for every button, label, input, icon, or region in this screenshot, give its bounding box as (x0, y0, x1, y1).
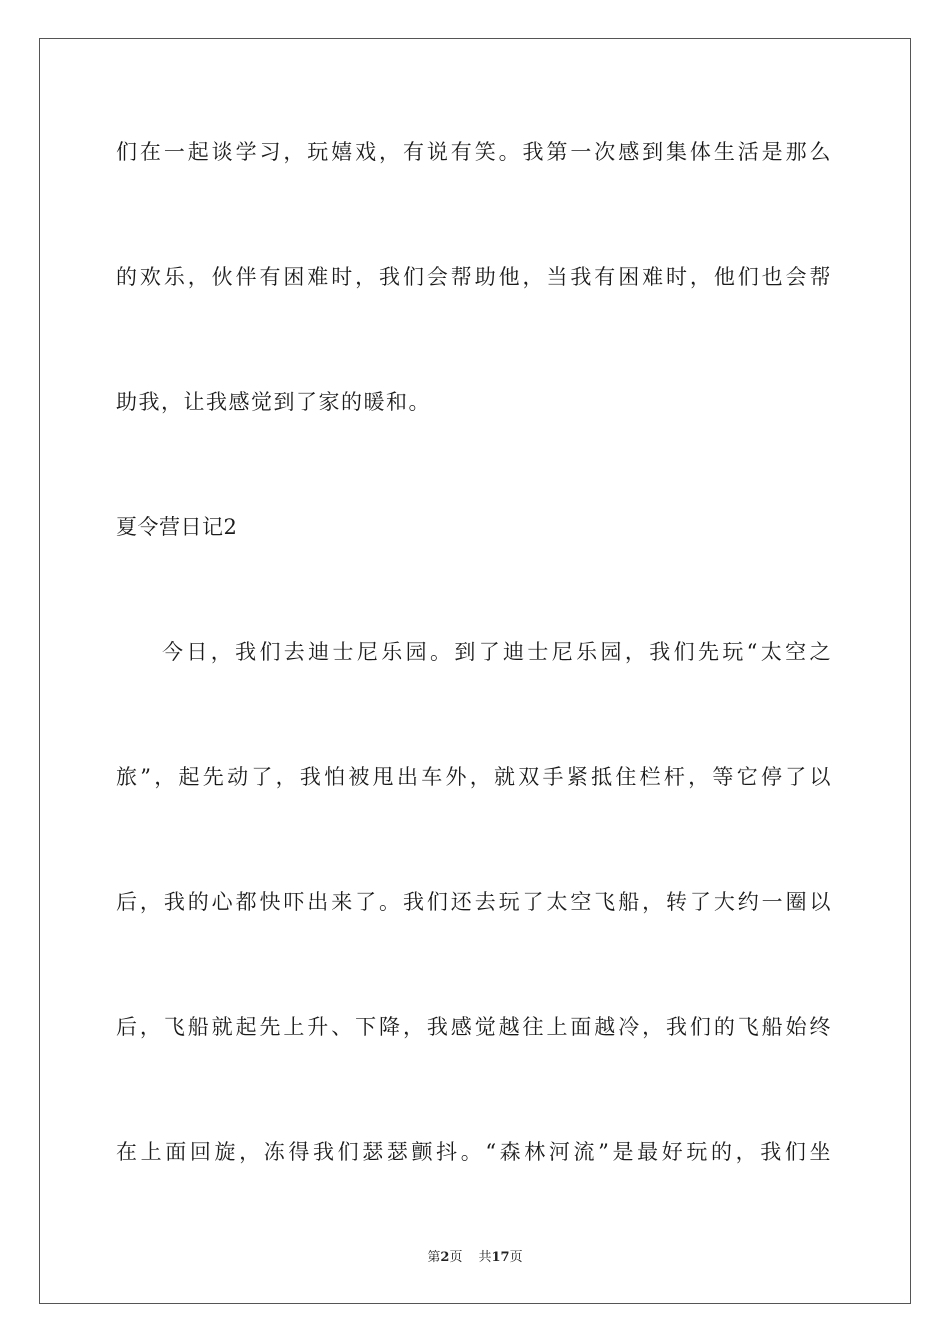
paragraph-line: 今日，我们去迪士尼乐园。到了迪士尼乐园，我们先玩“太空之 (162, 640, 832, 664)
paragraph-line: 后，飞船就起先上升、下降，我感觉越往上面越冷，我们的飞船始终 (116, 1015, 832, 1039)
total-prefix: 共 (478, 1250, 492, 1265)
page-number: 2 (440, 1250, 450, 1265)
paragraph-line: 在上面回旋，冻得我们瑟瑟颤抖。“森林河流”是最好玩的，我们坐 (116, 1140, 832, 1164)
section-heading: 夏令营日记2 (116, 515, 238, 539)
paragraph-line: 后，我的心都快吓出来了。我们还去玩了太空飞船，转了大约一圈以 (116, 890, 832, 914)
paragraph-line: 们在一起谈学习，玩嬉戏，有说有笑。我第一次感到集体生活是那么 (116, 140, 832, 164)
total-suffix: 页 (509, 1250, 523, 1265)
paragraph-line: 旅”，起先动了，我怕被甩出车外，就双手紧抵住栏杆，等它停了以 (116, 765, 832, 789)
page-footer (0, 1246, 950, 1265)
total-pages: 17 (491, 1250, 510, 1265)
page-suffix: 页 (449, 1250, 463, 1265)
document-body (116, 131, 832, 1256)
paragraph-line: 的欢乐，伙伴有困难时，我们会帮助他，当我有困难时，他们也会帮 (116, 265, 832, 289)
paragraph-line: 助我，让我感觉到了家的暖和。 (116, 390, 431, 414)
page-prefix: 第 (427, 1250, 441, 1265)
